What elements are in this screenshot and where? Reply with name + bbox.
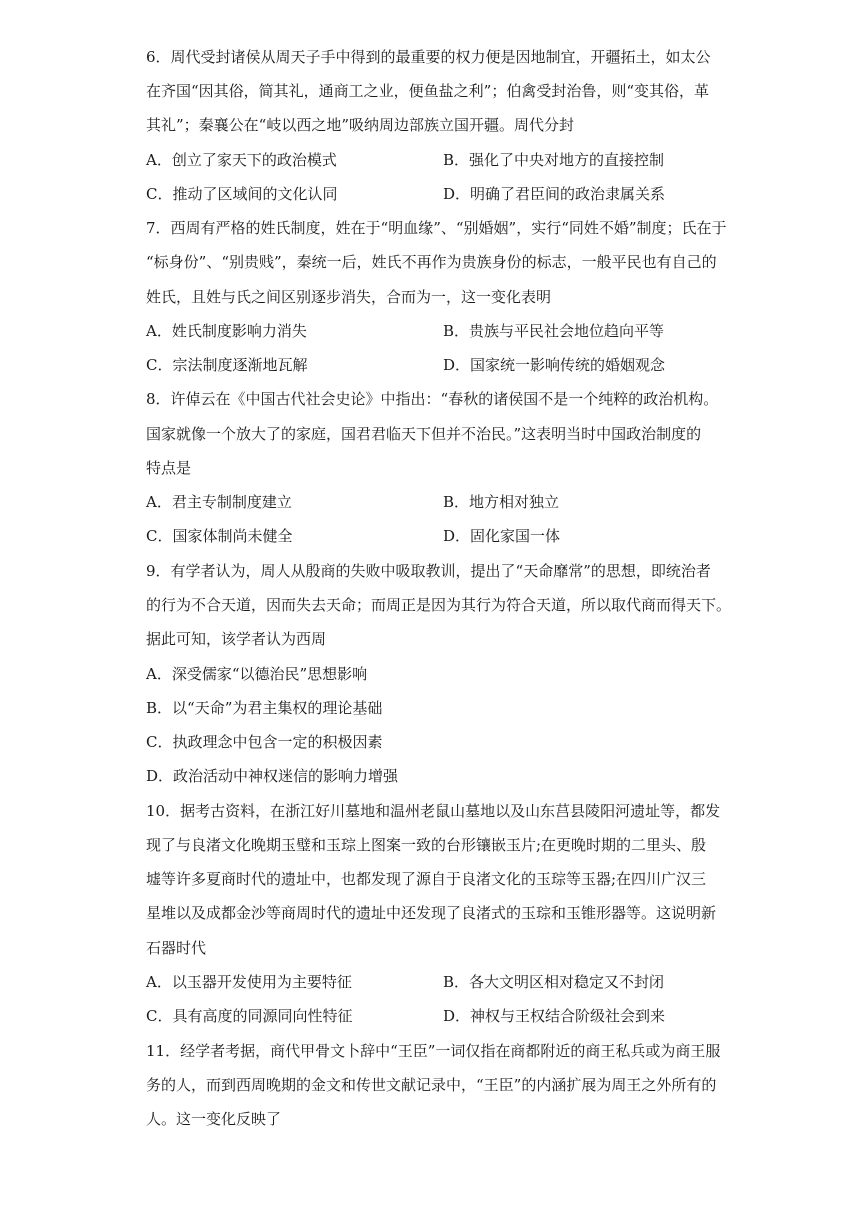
q11-stem-line-2: 务的人，而到西周晚期的金文和传世文献记录中，“王臣”的内涵扩展为周王之外所有的 <box>146 1076 717 1094</box>
q10-stem-line-2: 现了与良渚文化晚期玉璧和玉琮上图案一致的台形镶嵌玉片;在更晚时期的二里头、殷 <box>146 836 707 854</box>
q8-option-d: D．固化家国一体 <box>443 527 561 545</box>
q9-option-c: C．执政理念中包含一定的积极因素 <box>146 733 383 751</box>
q6-option-d: D．明确了君臣间的政治隶属关系 <box>443 185 666 203</box>
q9-stem-line-3: 据此可知，该学者认为西周 <box>146 630 327 648</box>
q6-options-row-2 <box>146 184 746 204</box>
q8-stem-line-1: 8．许倬云在《中国古代社会史论》中指出：“春秋的诸侯国不是一个纯粹的政治机构。 <box>146 390 719 408</box>
q9-stem-line-2: 的行为不合天道，因而失去天命；而周正是因为其行为符合天道，所以取代商而得天下。 <box>146 596 732 614</box>
q10-stem-line-3: 墟等许多夏商时代的遗址中，也都发现了源自于良渚文化的玉琮等玉器;在四川广汉三 <box>146 870 707 888</box>
q8-stem-line-2: 国家就像一个放大了的家庭，国君君临天下但并不治民。”这表明当时中国政治制度的 <box>146 425 702 443</box>
q10-options-row-2 <box>146 1006 746 1026</box>
q7-option-d: D．国家统一影响传统的婚姻观念 <box>443 356 666 374</box>
q7-stem-line-1: 7．西周有严格的姓氏制度，姓在于“明血缘”、“别婚姻”，实行“同姓不婚”制度；氏在于 <box>146 219 727 237</box>
q7-options-row-2 <box>146 355 746 375</box>
q9-option-d: D．政治活动中神权迷信的影响力增强 <box>146 767 399 785</box>
q8-stem-line-3: 特点是 <box>146 459 192 477</box>
q10-option-d: D．神权与王权结合阶级社会到来 <box>443 1007 666 1025</box>
q10-option-c: C．具有高度的同源同向性特征 <box>146 1007 353 1025</box>
q9-option-b: B．以“天命”为君主集权的理论基础 <box>146 699 383 717</box>
q11-stem-line-1: 11．经学者考据，商代甲骨文卜辞中“王臣”一词仅指在商都附近的商王私兵或为商王服 <box>146 1042 721 1060</box>
q6-stem-line-1: 6．周代受封诸侯从周天子手中得到的最重要的权力便是因地制宜，开疆拓土，如太公 <box>146 48 711 66</box>
q6-stem-line-3: 其礼”；秦襄公在“岐以西之地”吸纳周边部族立国开疆。周代分封 <box>146 116 575 134</box>
q8-options-row-1 <box>146 492 746 512</box>
q7-option-b: B．贵族与平民社会地位趋向平等 <box>443 322 665 340</box>
q8-options-row-2 <box>146 526 746 546</box>
q10-option-a: A．以玉器开发使用为主要特征 <box>146 973 352 991</box>
q7-option-a: A．姓氏制度影响力消失 <box>146 322 307 340</box>
q8-option-a: A．君主专制制度建立 <box>146 493 292 511</box>
q6-option-a: A．创立了家天下的政治模式 <box>146 151 337 169</box>
q10-options-row-1 <box>146 972 746 992</box>
q10-stem-line-1: 10．据考古资料，在浙江好川墓地和温州老鼠山墓地以及山东莒县陵阳河遗址等，都发 <box>146 802 721 820</box>
q10-stem-line-4: 星堆以及成都金沙等商周时代的遗址中还发现了良渚式的玉琮和玉锥形器等。这说明新 <box>146 904 717 922</box>
q8-option-c: C．国家体制尚未健全 <box>146 527 293 545</box>
q8-option-b: B．地方相对独立 <box>443 493 560 511</box>
q7-option-c: C．宗法制度逐渐地瓦解 <box>146 356 308 374</box>
q11-stem-line-3: 人。这一变化反映了 <box>146 1110 282 1128</box>
q9-option-a: A．深受儒家“以德治民”思想影响 <box>146 665 368 683</box>
q6-option-b: B．强化了中央对地方的直接控制 <box>443 151 665 169</box>
q9-stem-line-1: 9．有学者认为，周人从殷商的失败中吸取教训，提出了“天命靡常”的思想，即统治者 <box>146 562 711 580</box>
q6-options-row-1 <box>146 150 746 170</box>
q10-stem-line-5: 石器时代 <box>146 939 207 957</box>
q6-option-c: C．推动了区域间的文化认同 <box>146 185 338 203</box>
q7-options-row-1 <box>146 321 746 341</box>
q7-stem-line-3: 姓氏，且姓与氏之间区别逐步消失，合而为一，这一变化表明 <box>146 288 552 306</box>
q7-stem-line-2: “标身份”、“别贵贱”，秦统一后，姓氏不再作为贵族身份的标志，一般平民也有自己的 <box>146 253 717 271</box>
q10-option-b: B．各大文明区相对稳定又不封闭 <box>443 973 665 991</box>
q6-stem-line-2: 在齐国“因其俗，简其礼，通商工之业，便鱼盐之利”；伯禽受封治鲁，则“变其俗，革 <box>146 82 710 100</box>
